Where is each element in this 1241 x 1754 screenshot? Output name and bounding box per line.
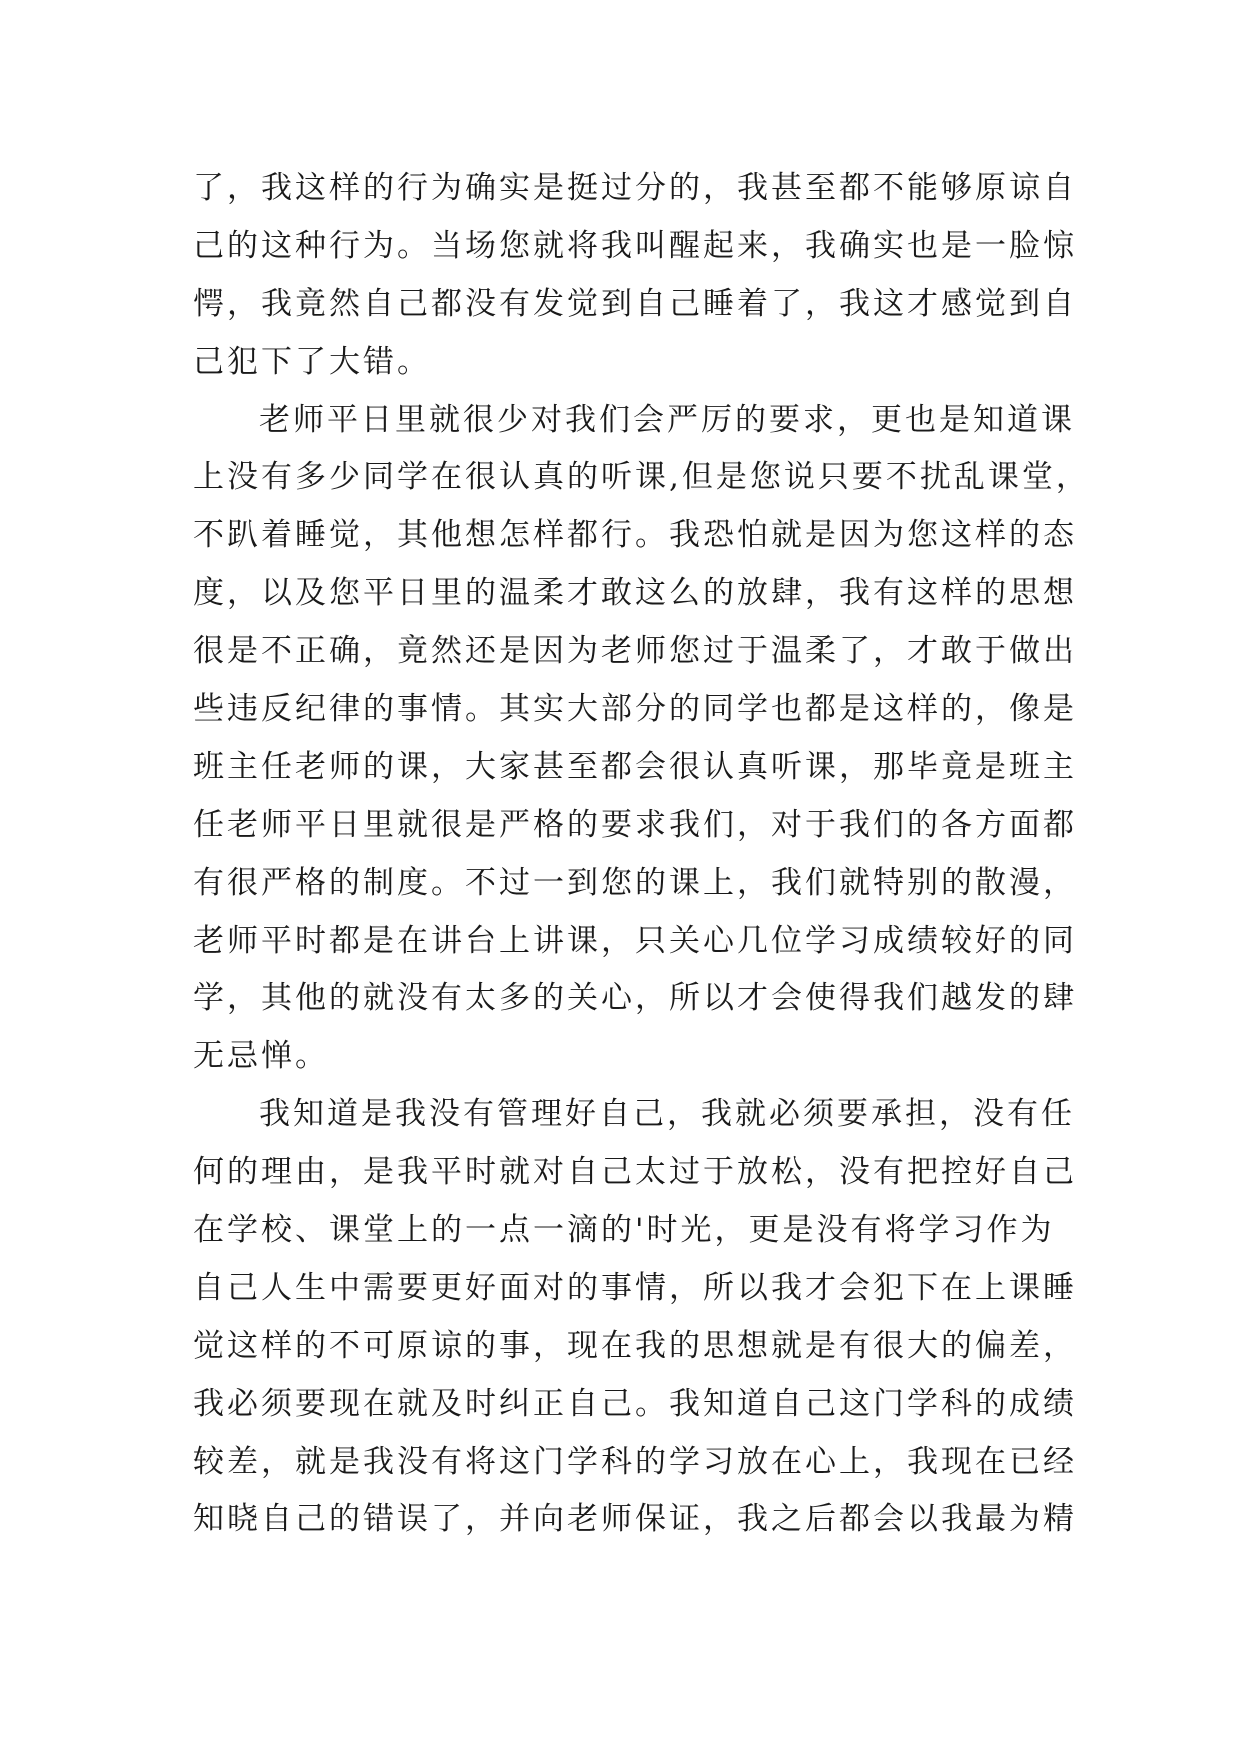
text-line: 在学校、课堂上的一点一滴的'时光，更是没有将学习作为 [193,1212,1055,1249]
text-line: 度，以及您平日里的温柔才敢这么的放肆，我有这样的思想 [193,575,1077,612]
text-line: 有很严格的制度。不过一到您的课上，我们就特别的散漫， [193,864,1077,901]
text-line: 任老师平日里就很是严格的要求我们，对于我们的各方面都 [193,806,1077,843]
text-line: 班主任老师的课，大家甚至都会很认真听课，那毕竟是班主 [193,748,1077,785]
text-line: 我知道是我没有管理好自己，我就必须要承担，没有任 [259,1096,1075,1133]
text-line: 何的理由，是我平时就对自己太过于放松，没有把控好自己 [193,1154,1077,1191]
text-line: 知晓自己的错误了，并向老师保证，我之后都会以我最为精 [193,1501,1077,1538]
text-line: 不趴着睡觉，其他想怎样都行。我恐怕就是因为您这样的态 [193,517,1077,554]
text-line: 老师平日里就很少对我们会严厉的要求，更也是知道课 [259,401,1075,438]
body-text [193,160,1090,1549]
text-line: 自己人生中需要更好面对的事情，所以我才会犯下在上课睡 [193,1269,1077,1306]
text-line: 些违反纪律的事情。其实大部分的同学也都是这样的，像是 [193,691,1077,728]
text-line: 己犯下了大错。 [193,343,431,380]
text-line: 老师平时都是在讲台上讲课，只关心几位学习成绩较好的同 [193,922,1077,959]
text-line: 我必须要现在就及时纠正自己。我知道自己这门学科的成绩 [193,1385,1077,1422]
text-line: 很是不正确，竟然还是因为老师您过于温柔了，才敢于做出 [193,633,1077,670]
text-line: 己的这种行为。当场您就将我叫醒起来，我确实也是一脸惊 [193,227,1077,264]
text-line: 学，其他的就没有太多的关心，所以才会使得我们越发的肆 [193,980,1077,1017]
text-line: 无忌惮。 [193,1038,329,1075]
text-line: 上没有多少同学在很认真的听课,但是您说只要不扰乱课堂， [193,459,1090,496]
text-line: 了，我这样的行为确实是挺过分的，我甚至都不能够原谅自 [193,170,1077,206]
text-line: 较差，就是我没有将这门学科的学习放在心上，我现在已经 [193,1443,1077,1480]
text-line: 觉这样的不可原谅的事，现在我的思想就是有很大的偏差， [193,1327,1077,1364]
text-line: 愕，我竟然自己都没有发觉到自己睡着了，我这才感觉到自 [193,285,1077,322]
